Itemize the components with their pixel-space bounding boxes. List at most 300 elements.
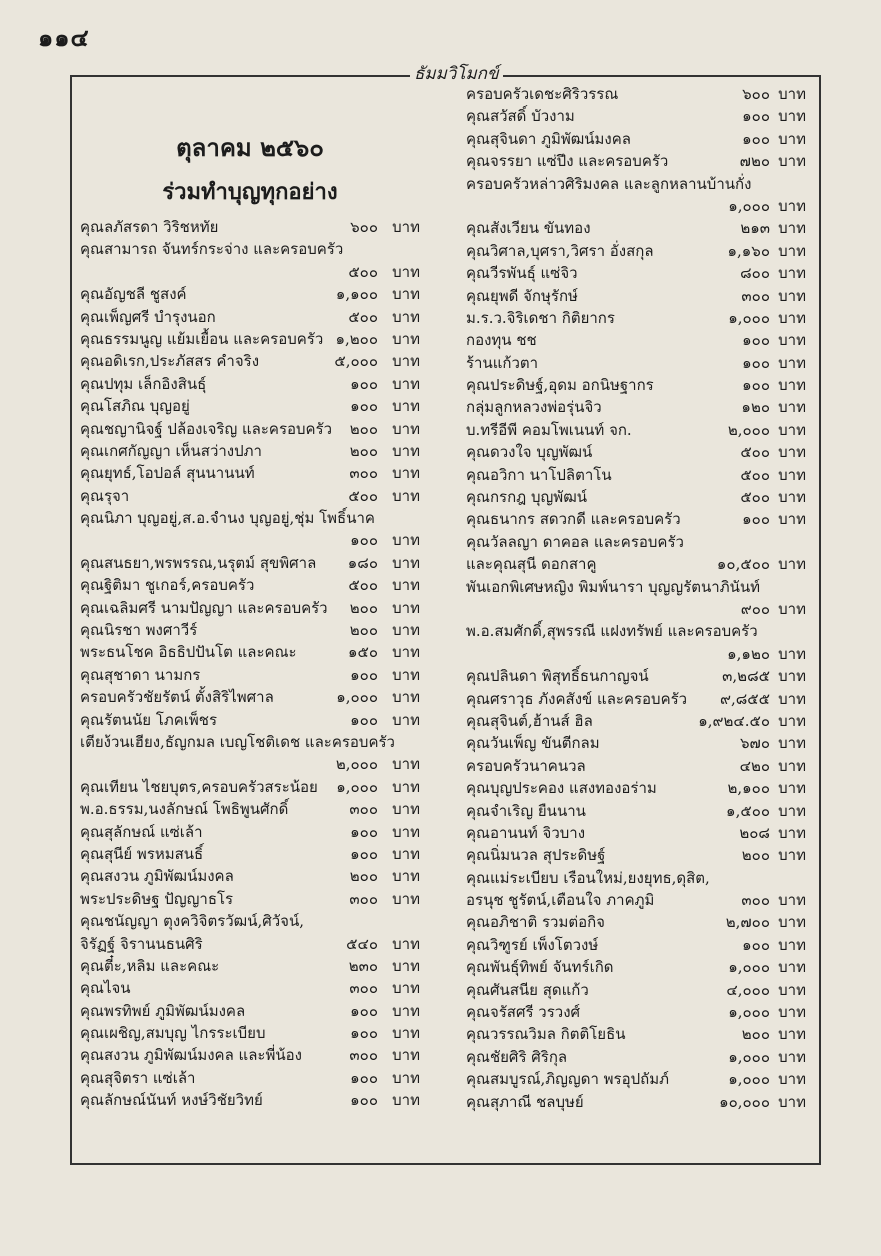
- left-column: [80, 83, 420, 1112]
- donation-row: [80, 619, 420, 641]
- donor-name: คุณสังเวียน ขันทอง: [466, 219, 591, 238]
- currency-unit: บาท: [392, 710, 420, 729]
- donation-row: [466, 620, 806, 642]
- donation-row: [466, 822, 806, 844]
- donor-name: ครอบครัวนาคนวล: [466, 756, 586, 775]
- donation-row: [80, 216, 420, 238]
- donor-name: และคุณสุนี ดอกสาคู: [466, 555, 597, 574]
- currency-unit: บาท: [392, 1001, 420, 1020]
- donation-row: [80, 350, 420, 372]
- currency-unit: บาท: [392, 800, 420, 819]
- donor-name: คุณจรรยา แซ่ปึง และครอบครัว: [466, 152, 669, 171]
- donation-row: [80, 574, 420, 596]
- donation-amount: ๕๐๐: [740, 488, 770, 507]
- donation-row: [80, 686, 420, 708]
- donor-name: คุณวันเพ็ญ ขันตีกลม: [466, 734, 600, 753]
- donor-name: กลุ่มลูกหลวงพ่อรุ่นจิว: [466, 398, 602, 417]
- currency-unit: บาท: [392, 688, 420, 707]
- donation-amount: ๑๐๐: [742, 353, 770, 372]
- donation-row: [466, 1001, 806, 1023]
- donation-row: [80, 888, 420, 910]
- donation-row: [80, 552, 420, 574]
- donation-amount: ๑,๒๐๐: [335, 329, 378, 348]
- donation-row: [466, 352, 806, 374]
- currency-unit: บาท: [392, 979, 420, 998]
- donation-amount: ๑,๐๐๐: [728, 308, 770, 327]
- donation-row: [466, 710, 806, 732]
- donation-row: [80, 910, 420, 932]
- donation-amount: ๕๐๐: [348, 486, 378, 505]
- donor-name: คุณฐิติมา ชูเกอร์,ครอบครัว: [80, 576, 255, 595]
- donor-name: คุณเพ็ญศรี บำรุงนอก: [80, 307, 216, 326]
- currency-unit: บาท: [778, 1003, 806, 1022]
- currency-unit: บาท: [392, 464, 420, 483]
- donation-row: [466, 217, 806, 239]
- currency-unit: บาท: [392, 665, 420, 684]
- donor-name: คุณสงวน ภูมิพัฒน์มงคล และพี่น้อง: [80, 1046, 302, 1065]
- currency-unit: บาท: [778, 779, 806, 798]
- donation-amount: ๓๐๐: [741, 891, 770, 910]
- donation-row: [80, 955, 420, 977]
- currency-unit: บาท: [392, 755, 420, 774]
- donor-name: คุณสุภาณี ชลบุษย์: [466, 1092, 584, 1111]
- donation-row: [466, 956, 806, 978]
- donation-amount: ๙๐๐: [740, 599, 770, 618]
- donor-name: พระธนโชค อิธธิปปันโต และคณะ: [80, 643, 297, 662]
- currency-unit: บาท: [392, 643, 420, 662]
- donation-row: [80, 328, 420, 350]
- donation-row: [466, 150, 806, 172]
- donation-amount: ๓๐๐: [741, 286, 770, 305]
- currency-unit: บาท: [778, 353, 806, 372]
- donor-name: คุณศันสนีย สุดแก้ว: [466, 980, 589, 999]
- donation-amount: ๕,๐๐๐: [334, 352, 378, 371]
- donation-row: [466, 844, 806, 866]
- donation-amount: ๑๕๐: [347, 643, 378, 662]
- currency-unit: บาท: [392, 576, 420, 595]
- donation-amount: ๒,๑๐๐: [727, 779, 770, 798]
- donation-amount: ๒,๐๐๐: [727, 420, 770, 439]
- currency-unit: บาท: [392, 956, 420, 975]
- donor-name: คุณนิรชา พงศาวีร์: [80, 621, 198, 640]
- donation-amount: ๗๒๐: [739, 152, 770, 171]
- currency-unit: บาท: [778, 510, 806, 529]
- donation-amount: ๑๐๐: [742, 331, 770, 350]
- donation-amount: ๑,๙๒๔.๕๐: [698, 711, 770, 730]
- donation-amount: ๕๐๐: [348, 262, 378, 281]
- donation-amount: ๑๐๐: [350, 1068, 378, 1087]
- donor-name: ครอบครัวเดชะศิริวรรณ: [466, 85, 619, 103]
- donation-amount: ๑๐๐: [350, 374, 378, 393]
- donor-name: คุณตี๋ะ,หลิม และคณะ: [80, 956, 220, 975]
- donation-row: [80, 507, 420, 529]
- donor-name: คุณวัลลญา ดาคอล และครอบครัว: [466, 532, 684, 551]
- currency-unit: บาท: [778, 308, 806, 327]
- donor-name: อรนุช ชูรัตน์,เตือนใจ ภาคภูมิ: [466, 891, 655, 910]
- donation-row: [80, 395, 420, 417]
- donation-amount: ๑๐๐: [742, 129, 770, 148]
- donation-row: [466, 105, 806, 127]
- donation-row: [466, 307, 806, 329]
- section-subtitle: ร่วมทำบุญทุกอย่าง: [162, 179, 338, 205]
- donor-name: คุณสงวน ภูมิพัฒน์มงคล: [80, 867, 234, 886]
- donation-amount: ๑๐๐: [350, 397, 378, 416]
- donation-row: [466, 911, 806, 933]
- currency-unit: บาท: [778, 1092, 806, 1111]
- donation-row: [466, 755, 806, 777]
- donation-row: [466, 441, 806, 463]
- donation-row: [466, 867, 806, 889]
- donation-row: [80, 776, 420, 798]
- currency-unit: บาท: [392, 621, 420, 640]
- donation-amount: ๑๒๐: [741, 398, 770, 417]
- donation-row: [466, 732, 806, 754]
- donation-amount: ๖๗๐: [740, 734, 770, 753]
- donation-row: [466, 598, 806, 620]
- donor-name: คุณสามารถ จันทร์กระจ่าง และครอบครัว: [80, 240, 344, 259]
- donor-name: คุณธนากร สดวกดี และครอบครัว: [466, 510, 681, 529]
- donation-amount: ๑,๑๖๐: [727, 241, 770, 260]
- currency-unit: บาท: [778, 801, 806, 820]
- currency-unit: บาท: [392, 397, 420, 416]
- donation-amount: ๑,๐๐๐: [728, 196, 770, 215]
- currency-unit: บาท: [778, 1070, 806, 1089]
- donation-amount: ๕๔๐: [346, 934, 378, 953]
- donation-row: [466, 128, 806, 150]
- donor-name: คุณอภิชาติ รวมต่อกิจ: [466, 913, 605, 932]
- donor-name: คุณยุทธ์,โอปอล์ สุนนานนท์: [80, 464, 255, 483]
- donation-amount: ๑,๐๐๐: [336, 688, 378, 707]
- currency-unit: บาท: [392, 844, 420, 863]
- donation-amount: ๓๐๐: [349, 1046, 378, 1065]
- currency-unit: บาท: [778, 689, 806, 708]
- donation-row: [80, 641, 420, 663]
- donation-row: [466, 329, 806, 351]
- donation-amount: ๓๐๐: [349, 464, 378, 483]
- donor-name: คุณปทุม เล็กอิงสินธุ์: [80, 374, 207, 393]
- donation-row: [466, 262, 806, 284]
- donor-name: คุณวิฑูรย์ เพ็งโตวงษ์: [466, 935, 599, 954]
- donor-name: เตียง้วนเฮียง,ธัญกมล เบญโชติเดช และครอบครัว: [80, 732, 395, 751]
- currency-unit: บาท: [778, 958, 806, 977]
- donor-name: คุณอานนท์ จิวบาง: [466, 823, 586, 842]
- donor-name: คุณวีรพันธุ์ แซ่จิว: [466, 264, 578, 283]
- donation-row: [80, 865, 420, 887]
- donation-amount: ๒,๗๐๐: [725, 913, 770, 932]
- donor-name: คุณเฉลิมศรี นามปัญญา และครอบครัว: [80, 598, 328, 617]
- donation-row: [466, 688, 806, 710]
- donor-name: คุณสวัสดิ์ บัวงาม: [466, 107, 575, 126]
- currency-unit: บาท: [778, 465, 806, 484]
- donation-amount: ๑๐๐: [742, 510, 770, 529]
- donation-row: [80, 843, 420, 865]
- donor-name: คุณยุพดี จักษุรักษ์: [466, 286, 578, 305]
- donor-name: คุณสมบูรณ์,ภิญญดา พรอุปถัมภ์: [466, 1070, 669, 1089]
- donor-name: คุณโสภิณ บุญอยู่: [80, 397, 190, 416]
- donor-name: คุณชัยศิริ ศิริกุล: [466, 1047, 568, 1066]
- currency-unit: บาท: [778, 420, 806, 439]
- currency-unit: บาท: [392, 486, 420, 505]
- donation-amount: ๓๐๐: [349, 800, 378, 819]
- donation-amount: ๒๓๐: [348, 956, 378, 975]
- currency-unit: บาท: [392, 889, 420, 908]
- donation-row: [80, 529, 420, 551]
- right-column: [466, 83, 806, 1113]
- donor-name: ครอบครัวชัยรัตน์ ตั้งสิริไพศาล: [80, 688, 274, 707]
- donation-row: [466, 1068, 806, 1090]
- donation-row: [80, 1089, 420, 1111]
- donation-amount: ๑,๐๐๐: [728, 1003, 770, 1022]
- donation-row: [80, 731, 420, 753]
- currency-unit: บาท: [392, 1068, 420, 1087]
- donor-name: คุณเทียน ไชยบุตร,ครอบครัวสระน้อย: [80, 777, 318, 796]
- donation-amount: ๕๐๐: [348, 307, 378, 326]
- donor-name: กองทุน ชช: [466, 331, 537, 350]
- donation-amount: ๕๐๐: [348, 576, 378, 595]
- currency-unit: บาท: [778, 980, 806, 999]
- donor-name: พ.อ.ธรรม,นงลักษณ์ โพธิพูนศักดิ์: [80, 800, 289, 819]
- currency-unit: บาท: [778, 443, 806, 462]
- currency-unit: บาท: [778, 644, 806, 663]
- donor-name: คุณสุจินต์,ฮ้านส์ ฮิล: [466, 711, 593, 730]
- donation-row: [466, 419, 806, 441]
- donor-name: คุณปลินดา พิสุทธิ์ธนกาญจน์: [466, 667, 649, 686]
- donation-amount: ๑๐๐: [350, 710, 378, 729]
- currency-unit: บาท: [778, 555, 806, 574]
- donation-row: [466, 777, 806, 799]
- donor-name: คุณบุญประคอง แสงทองอร่าม: [466, 779, 657, 798]
- donation-row: [466, 508, 806, 530]
- donation-amount: ๘๐๐: [740, 264, 770, 283]
- currency-unit: บาท: [392, 867, 420, 886]
- donor-name: คุณไจน: [80, 979, 131, 998]
- donor-name: ม.ร.ว.จิริเดชา กิติยากร: [466, 308, 615, 327]
- donor-name: พันเอกพิเศษหญิง พิมพ์นารา บุญญรัตนาภินันท์: [466, 577, 760, 596]
- donation-amount: ๒๐๐: [349, 598, 378, 617]
- donor-name: คุณชนัญญา ตุงควิจิตรวัฒน์,ศิวัจน์,: [80, 912, 304, 931]
- currency-unit: บาท: [778, 264, 806, 283]
- donation-row: [80, 709, 420, 731]
- donor-name: คุณแม่ระเบียบ เรือนใหม่,ยงยุทธ,ดุสิต,: [466, 868, 710, 887]
- currency-unit: บาท: [392, 374, 420, 393]
- donation-amount: ๑,๐๐๐: [336, 777, 378, 796]
- donation-amount: ๑๐๐: [742, 376, 770, 395]
- donation-row: [80, 977, 420, 999]
- currency-unit: บาท: [778, 823, 806, 842]
- currency-unit: บาท: [778, 129, 806, 148]
- donation-amount: ๒๐๘: [739, 823, 770, 842]
- currency-unit: บาท: [778, 734, 806, 753]
- currency-unit: บาท: [392, 553, 420, 572]
- donation-row: [466, 553, 806, 575]
- currency-unit: บาท: [392, 419, 420, 438]
- donation-row: [466, 1046, 806, 1068]
- donation-amount: ๒๐๐: [349, 441, 378, 460]
- currency-unit: บาท: [778, 376, 806, 395]
- donation-row: [80, 283, 420, 305]
- section-date-title: ตุลาคม ๒๕๖๐: [176, 133, 324, 162]
- donation-row: [466, 934, 806, 956]
- donation-amount: ๓๐๐: [349, 979, 378, 998]
- donation-amount: ๑,๐๐๐: [728, 1070, 770, 1089]
- donation-row: [80, 1067, 420, 1089]
- donor-name: คุณสุชาดา นามกร: [80, 665, 201, 684]
- currency-unit: บาท: [778, 107, 806, 126]
- currency-unit: บาท: [392, 307, 420, 326]
- donor-list-left: [80, 216, 420, 1112]
- donor-name: คุณศราวุธ ภังคสังข์ และครอบครัว: [466, 689, 688, 708]
- donation-amount: ๑๐๐: [350, 1024, 378, 1043]
- donation-row: [466, 173, 806, 195]
- currency-unit: บาท: [778, 331, 806, 350]
- donation-row: [466, 486, 806, 508]
- donation-row: [466, 195, 806, 217]
- currency-unit: บาท: [778, 85, 806, 103]
- currency-unit: บาท: [778, 667, 806, 686]
- currency-unit: บาท: [392, 329, 420, 348]
- donor-name: คุณวรรณวิมล กิตติโยธิน: [466, 1025, 626, 1044]
- donation-row: [466, 83, 806, 105]
- donation-amount: ๒๐๐: [349, 419, 378, 438]
- currency-unit: บาท: [778, 891, 806, 910]
- donor-name: คุณสุลักษณ์ แซ่เล้า: [80, 822, 203, 841]
- donation-row: [466, 374, 806, 396]
- donation-row: [80, 821, 420, 843]
- page-number: ๑๑๔: [38, 24, 90, 52]
- donation-amount: ๒๐๐: [741, 846, 770, 865]
- donor-name: ร้านแก้วตา: [466, 353, 539, 372]
- donation-row: [466, 576, 806, 598]
- donation-row: [466, 800, 806, 822]
- currency-unit: บาท: [778, 846, 806, 865]
- donation-row: [80, 440, 420, 462]
- donation-row: [80, 261, 420, 283]
- donor-name: คุณสุจินดา ภูมิพัฒน์มงคล: [466, 129, 631, 148]
- donation-amount: ๔๒๐: [739, 756, 770, 775]
- donation-row: [80, 1000, 420, 1022]
- donation-amount: ๑๐๐: [350, 531, 378, 550]
- donation-row: [80, 373, 420, 395]
- donor-name: คุณพรทิพย์ ภูมิพัฒน์มงคล: [80, 1001, 246, 1020]
- donor-name: คุณจำเริญ ยืนนาน: [466, 801, 586, 820]
- currency-unit: บาท: [392, 1091, 420, 1110]
- currency-unit: บาท: [778, 196, 806, 215]
- donor-name: คุณเกศกัญญา เห็นสว่างปภา: [80, 441, 262, 460]
- currency-unit: บาท: [392, 1024, 420, 1043]
- currency-unit: บาท: [392, 441, 420, 460]
- donation-row: [466, 531, 806, 553]
- donor-name: จิรัฏฐ์ จิรานนธนศิริ: [80, 934, 203, 953]
- donation-row: [80, 1044, 420, 1066]
- currency-unit: บาท: [392, 777, 420, 796]
- donation-row: [466, 285, 806, 307]
- donor-name: คุณรุจา: [80, 486, 130, 505]
- donation-row: [80, 462, 420, 484]
- donor-name: คุณประดิษฐ์,อุดม อกนิษฐากร: [466, 376, 654, 395]
- donation-row: [80, 485, 420, 507]
- donor-name: คุณลักษณ์นันท์ หงษ์วิชัยวิทย์: [80, 1091, 263, 1110]
- currency-unit: บาท: [392, 822, 420, 841]
- donation-amount: ๖๐๐: [742, 85, 770, 103]
- donation-row: [80, 798, 420, 820]
- donation-row: [80, 753, 420, 775]
- donation-amount: ๓,๒๘๕: [722, 667, 770, 686]
- currency-unit: บาท: [392, 285, 420, 304]
- donor-name: คุณจรัสศรี วรวงศ์: [466, 1003, 581, 1022]
- donor-name: คุณพันธุ์ทิพย์ จันทร์เกิด: [466, 958, 614, 977]
- donation-amount: ๖๐๐: [350, 218, 378, 236]
- donation-amount: ๑,๑๐๐: [335, 285, 378, 304]
- donor-name: คุณเผชิญ,สมบุญ ไกรระเบียบ: [80, 1024, 266, 1043]
- donation-row: [466, 1091, 806, 1113]
- donor-name: คุณนิภา บุญอยู่,ส.อ.จำนง บุญอยู่,ชุ่ม โพธิ์นาค: [80, 509, 375, 528]
- donation-amount: ๑๐๐: [350, 844, 378, 863]
- currency-unit: บาท: [778, 1025, 806, 1044]
- donor-name: คุณดวงใจ บุญพัฒน์: [466, 443, 593, 462]
- currency-unit: บาท: [778, 219, 806, 238]
- donation-row: [466, 1023, 806, 1045]
- donation-amount: ๑๘๐: [347, 553, 378, 572]
- donation-row: [80, 238, 420, 260]
- donation-row: [466, 464, 806, 486]
- donor-name: คุณนิ่มนวล สุประดิษฐ์: [466, 846, 606, 865]
- donation-row: [80, 597, 420, 619]
- donor-name: คุณสนธยา,พรพรรณ,นรุตม์ สุขพิศาล: [80, 553, 317, 572]
- currency-unit: บาท: [392, 934, 420, 953]
- donor-name: คุณกรกฎ บุญพัฒน์: [466, 488, 588, 507]
- donor-name: คุณอัญชลี ชูสงค์: [80, 285, 187, 304]
- currency-unit: บาท: [778, 711, 806, 730]
- donation-amount: ๑,๐๐๐: [728, 1047, 770, 1066]
- currency-unit: บาท: [392, 598, 420, 617]
- currency-unit: บาท: [778, 488, 806, 507]
- journal-name: ธัมมวิโมกข์: [410, 60, 503, 87]
- donation-row: [466, 240, 806, 262]
- donation-row: [80, 933, 420, 955]
- donation-amount: ๕๐๐: [740, 443, 770, 462]
- donor-name: คุณอดิเรก,ประภัสสร คำจริง: [80, 352, 260, 371]
- donor-name: บ.ทรีอีพี คอมโพเนนท์ จก.: [466, 420, 632, 439]
- donation-amount: ๒๐๐: [741, 1025, 770, 1044]
- donation-amount: ๑,๐๐๐: [728, 958, 770, 977]
- donation-amount: ๕๐๐: [740, 465, 770, 484]
- donation-amount: ๑๐,๐๐๐: [719, 1092, 770, 1111]
- currency-unit: บาท: [778, 1047, 806, 1066]
- donation-amount: ๑๐๐: [350, 1001, 378, 1020]
- donor-name: คุณสุจิตรา แซ่เล้า: [80, 1068, 196, 1087]
- currency-unit: บาท: [778, 913, 806, 932]
- donor-name: คุณอวิกา นาโปลิตาโน: [466, 465, 612, 484]
- donor-name: คุณชญานิจฐ์ ปล้องเจริญ และครอบครัว: [80, 419, 333, 438]
- donation-row: [80, 1022, 420, 1044]
- donation-amount: ๑๐๐: [350, 1091, 378, 1110]
- donation-row: [466, 889, 806, 911]
- currency-unit: บาท: [778, 286, 806, 305]
- donation-row: [466, 396, 806, 418]
- donation-row: [80, 306, 420, 328]
- donation-amount: ๓๐๐: [349, 889, 378, 908]
- donation-row: [466, 643, 806, 665]
- donation-row: [466, 665, 806, 687]
- donation-amount: ๒๐๐: [349, 621, 378, 640]
- donor-name: พระประดิษฐ ปัญญาธโร: [80, 889, 234, 908]
- currency-unit: บาท: [392, 531, 420, 550]
- donation-row: [80, 664, 420, 686]
- donation-amount: ๑,๑๒๐: [727, 644, 770, 663]
- donation-row: [80, 418, 420, 440]
- donation-amount: ๑๐๐: [350, 665, 378, 684]
- currency-unit: บาท: [392, 218, 420, 236]
